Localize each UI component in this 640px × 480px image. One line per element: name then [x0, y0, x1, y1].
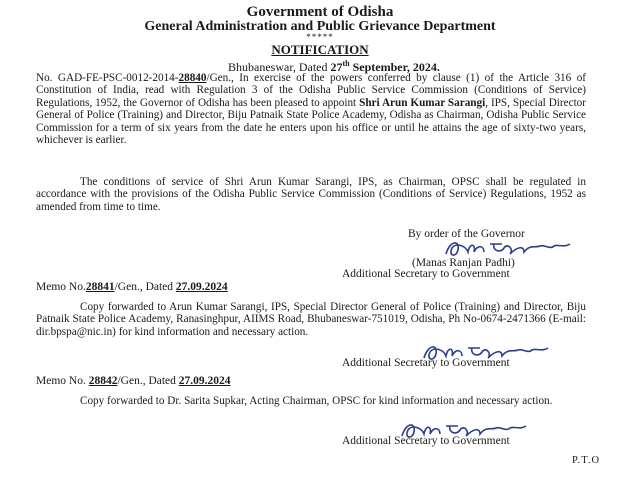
memo-1-designation: Additional Secretary to Government — [342, 357, 510, 369]
pto-marker: P.T.O — [572, 455, 601, 466]
order-line: By order of the Governor — [408, 228, 525, 240]
appointee-name: Shri Arun Kumar Sarangi — [359, 96, 486, 109]
place-date: Bhubaneswar, Dated 27th September, 2024. — [228, 59, 440, 74]
memo-1-line: Memo No.28841/Gen., Dated 27.09.2024 — [36, 281, 228, 293]
separator-stars: ***** — [306, 32, 334, 42]
signatory-name: (Manas Ranjan Padhi) — [412, 257, 515, 269]
department-title: General Administration and Public Grievance Department — [144, 19, 496, 34]
memo-2-line: Memo No. 28842/Gen., Dated 27.09.2024 — [36, 375, 231, 387]
signatory-designation: Additional Secretary to Government — [342, 268, 510, 280]
notification-heading: NOTIFICATION — [271, 42, 369, 57]
memo-1-paragraph: Copy forwarded to Arun Kumar Sarangi, IPS, Special Director General of Police (Training) and Director, Biju Patnaik State Police Academy, Ranasinghpur, AIIMS Road, Bhubaneswar-751019, Odisha, Ph No-0674-2471366 (E-mail: dir.bpspa@nic.in) for kind information and necessary action. — [36, 301, 586, 338]
govt-title: Government of Odisha — [246, 4, 394, 20]
memo-2-paragraph: Copy forwarded to Dr. Sarita Supkar, Acting Chairman, OPSC for kind information and necessary action. — [80, 395, 553, 407]
memo-2-designation: Additional Secretary to Government — [342, 435, 510, 447]
notification-paragraph-2: The conditions of service of Shri Arun Kumar Sarangi, IPS, as Chairman, OPSC shall be regulated in accordance with the provisions of the Odisha Public Service Commission (Conditions of Service) Regulations, 1952 as amended from time to time. — [36, 176, 586, 213]
notification-paragraph-1: No. GAD-FE-PSC-0012-2014-28840/Gen., In exercise of the powers conferred by clause (1) of the Article 316 of Constitution of India, read with Regulation 3 of the Odisha Public Service Commission (Conditions of Service) Regulations, 1952, the Governor of Odisha has been pleased to appoint Shri Arun Kumar Sarangi, IPS, Special Director General of Police (Training) and Director, Biju Patnaik State Police Academy, Odisha as Chairman, Odisha Public Service Commission for a term of six years from the date he enters upon his office or until he attains the age of sixty-two years, whichever is earlier. — [36, 72, 587, 147]
notification-number: 28840 — [178, 72, 207, 84]
